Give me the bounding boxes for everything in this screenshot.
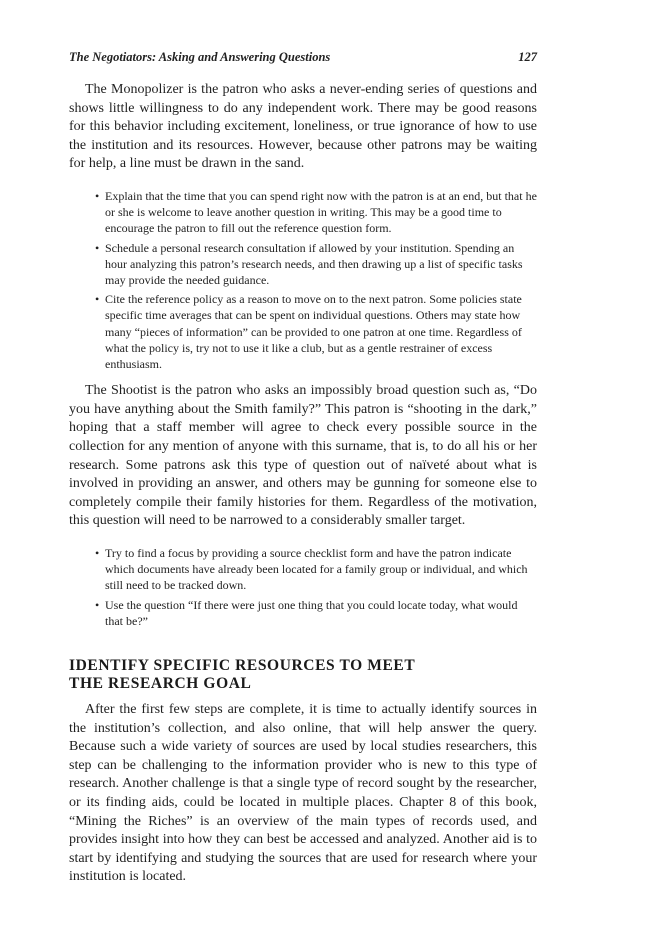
paragraph-monopolizer: The Monopolizer is the patron who asks a never-ending series of questions and shows little willingness to do any independent work. There may be good reasons for this behavior including excitement, loneliness, or true ignorance of how to use the institution and its resources. However, because other patrons may be waiting for help, a line must be drawn in the sand. (69, 82, 537, 172)
list-item: • Schedule a personal research consultation if allowed by your institution. Spending an hour analyzing this patron’s research needs, and then drawing up a list of specific tasks may provide the needed guidance. (95, 240, 537, 289)
list-item: • Use the question “If there were just one thing that you could locate today, what would that be?” (95, 597, 537, 629)
shootist-tips-list (69, 545, 537, 629)
page-body (69, 81, 537, 887)
monopolizer-tips-list (69, 188, 537, 372)
section-heading-line1: IDENTIFY SPECIFIC RESOURCES TO MEET (69, 656, 416, 674)
paragraph-shootist: The Shootist is the patron who asks an impossibly broad question such as, “Do you have anything about the Smith family?” This patron is “shooting in the dark,” hoping that a staff member will agree to check every possible source in the collection for any mention of anyone with this surname, that is, to do all his or her research. Some patrons ask this type of question out of naïveté about what is involved in providing an answer, and others may be gunning for someone else to completely compile their family histories for them. Regardless of the motivation, this question will need to be narrowed to a considerably smaller target. (69, 383, 537, 529)
section-heading-line2: THE RESEARCH GOAL (69, 674, 252, 692)
section-heading (69, 657, 537, 693)
list-item: • Explain that the time that you can spend right now with the patron is at an end, but that he or she is welcome to leave another question in writing. This may be a good time to encourage the patron to fill out the reference question form. (95, 188, 537, 237)
running-header-title: The Negotiators: Asking and Answering Questions (69, 50, 331, 64)
page-number: 127 (518, 50, 537, 64)
list-item: • Cite the reference policy as a reason to move on to the next patron. Some policies state specific time averages that can be spent on individual questions. Others may state how many “pieces of information” can be provided to one patron at one time. Regardless of what the policy is, try not to use it like a club, but as a gentle restrainer of excess enthusiasm. (95, 291, 537, 372)
running-header (69, 50, 537, 65)
paragraph-identify-resources: After the first few steps are complete, it is time to actually identify sources in the institution’s collection, and also online, that will help answer the query. Because such a wide variety of sources are used by local studies researchers, this step can be challenging to the information provider who is new to this type of research. Another challenge is that a single type of record sought by the researcher, or its finding aids, could be located in multiple places. Chapter 8 of this book, “Mining the Riches” is an overview of the main types of records used, and provides insight into how they can best be accessed and analyzed. Another aid is to start by identifying and studying the sources that are used for research where your institution is located. (69, 701, 537, 885)
list-item: • Try to find a focus by providing a source checklist form and have the patron indicate which documents have already been located for a family group or individual, and which still need to be tracked down. (95, 545, 537, 594)
